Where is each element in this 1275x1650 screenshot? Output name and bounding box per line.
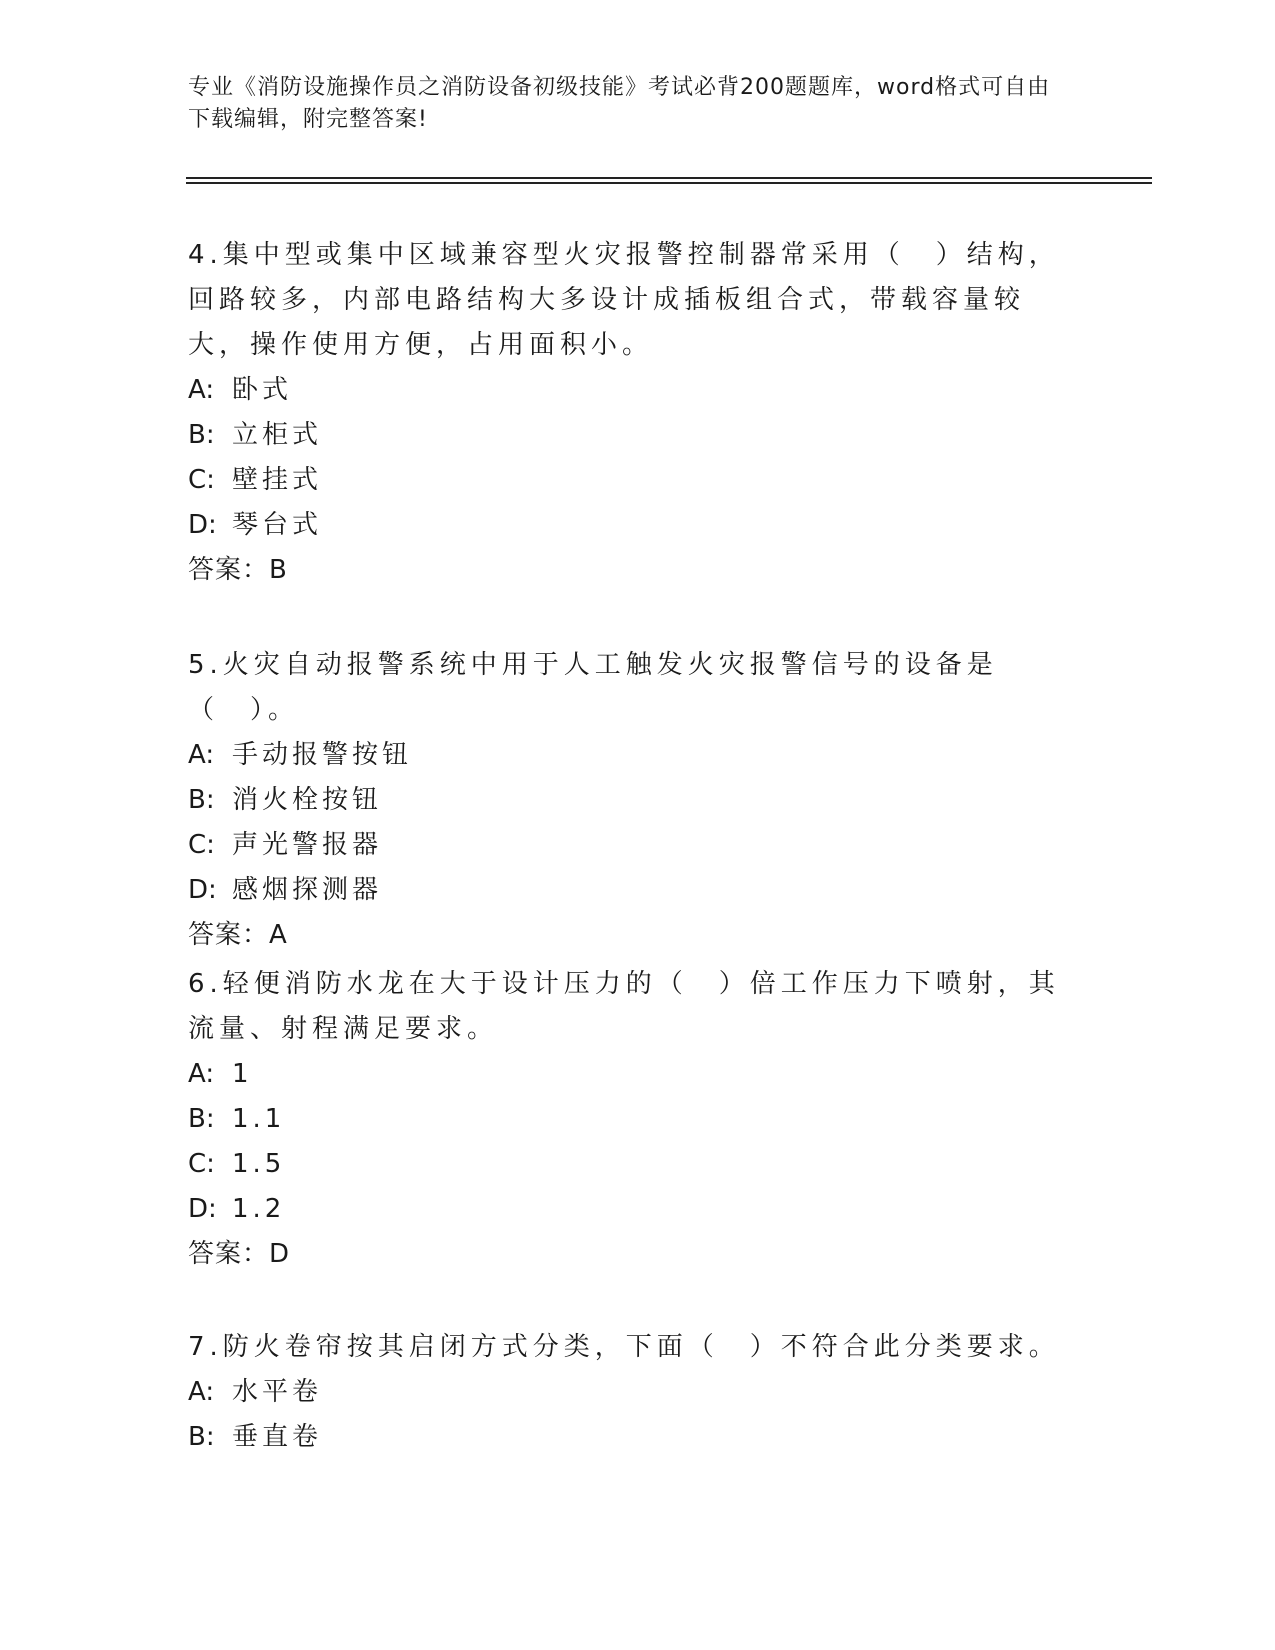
option-text: 壁挂式 bbox=[232, 465, 323, 495]
option-a bbox=[188, 1370, 1068, 1415]
answer-line: 答案：B bbox=[188, 555, 288, 585]
option-key: D: bbox=[188, 1194, 217, 1224]
question-stem: 4.集中型或集中区域兼容型火灾报警控制器常采用（ ）结构，回路较多，内部电路结构大多设计成插板组合式，带载容量较大，操作使用方便，占用面积小。 bbox=[188, 240, 1060, 360]
option-b bbox=[188, 1415, 1068, 1460]
document-header: 专业《消防设施操作员之消防设备初级技能》考试必背200题题库，word格式可自由下载编辑，附完整答案! bbox=[188, 75, 1051, 132]
option-b bbox=[188, 778, 1068, 823]
option-a bbox=[188, 368, 1068, 413]
option-key: B: bbox=[188, 785, 215, 815]
option-d bbox=[188, 868, 1068, 913]
option-text: 感烟探测器 bbox=[232, 875, 383, 905]
option-a bbox=[188, 1052, 1068, 1097]
option-d bbox=[188, 503, 1068, 548]
answer-line: 答案：A bbox=[188, 920, 288, 950]
option-text: 1.2 bbox=[232, 1194, 286, 1224]
option-key: B: bbox=[188, 1104, 215, 1134]
question-stem: 6.轻便消防水龙在大于设计压力的（ ）倍工作压力下喷射，其流量、射程满足要求。 bbox=[188, 969, 1060, 1044]
option-c bbox=[188, 458, 1068, 503]
option-text: 1.5 bbox=[232, 1149, 286, 1179]
option-text: 垂直卷 bbox=[232, 1422, 323, 1452]
question-5 bbox=[188, 643, 1068, 958]
option-b bbox=[188, 413, 1068, 458]
question-7 bbox=[188, 1325, 1068, 1460]
option-key: C: bbox=[188, 465, 215, 495]
option-a bbox=[188, 733, 1068, 778]
option-c bbox=[188, 1142, 1068, 1187]
question-4 bbox=[188, 233, 1068, 593]
option-text: 1 bbox=[232, 1059, 253, 1089]
option-key: B: bbox=[188, 420, 215, 450]
question-stem: 5.火灾自动报警系统中用于人工触发火灾报警信号的设备是（ ）。 bbox=[188, 650, 998, 725]
option-text: 立柜式 bbox=[232, 420, 323, 450]
option-key: A: bbox=[188, 740, 215, 770]
answer-line: 答案：D bbox=[188, 1239, 291, 1269]
option-text: 琴台式 bbox=[232, 510, 323, 540]
option-b bbox=[188, 1097, 1068, 1142]
option-text: 手动报警按钮 bbox=[232, 740, 413, 770]
option-text: 水平卷 bbox=[232, 1377, 323, 1407]
option-key: C: bbox=[188, 830, 215, 860]
option-text: 1.1 bbox=[232, 1104, 286, 1134]
option-text: 卧式 bbox=[232, 375, 293, 405]
option-key: D: bbox=[188, 875, 217, 905]
question-stem: 7.防火卷帘按其启闭方式分类，下面（ ）不符合此分类要求。 bbox=[188, 1332, 1060, 1362]
option-d bbox=[188, 1187, 1068, 1232]
option-key: A: bbox=[188, 1377, 215, 1407]
question-6 bbox=[188, 962, 1068, 1277]
option-key: A: bbox=[188, 1059, 215, 1089]
header-divider-top bbox=[186, 177, 1152, 179]
option-key: A: bbox=[188, 375, 215, 405]
option-key: C: bbox=[188, 1149, 215, 1179]
option-text: 消火栓按钮 bbox=[232, 785, 383, 815]
option-key: B: bbox=[188, 1422, 215, 1452]
option-text: 声光警报器 bbox=[232, 830, 383, 860]
option-c bbox=[188, 823, 1068, 868]
header-divider-bottom bbox=[186, 182, 1152, 184]
option-key: D: bbox=[188, 510, 217, 540]
